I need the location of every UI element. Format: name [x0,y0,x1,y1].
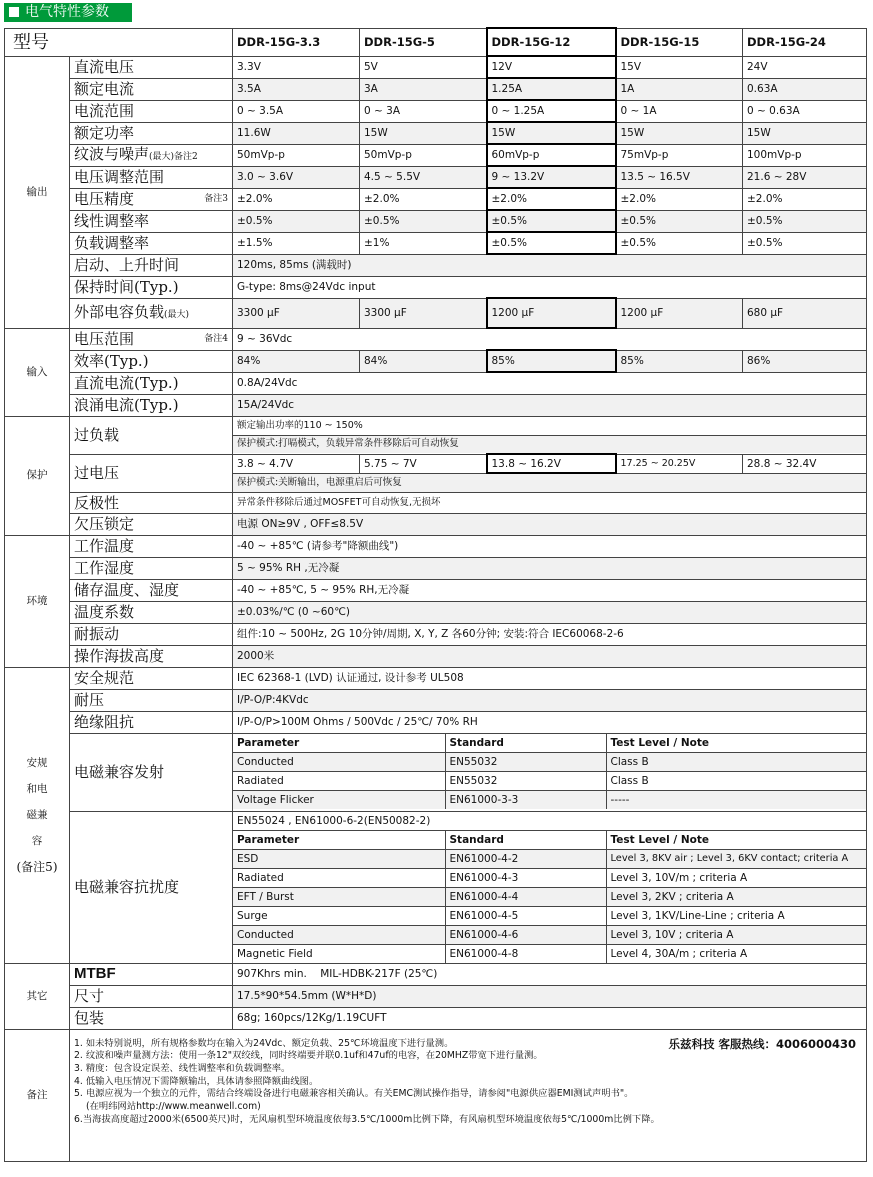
cell-value: -40 ~ +85℃ (请参考"降额曲线") [233,535,867,557]
cell-value: 75mVp-p [616,144,743,166]
model-name: DDR-15G-5 [360,28,487,56]
cap-load-label-small: (最大) [164,309,190,320]
cell-value: ±0.5% [743,210,867,232]
model-name: DDR-15G-12 [487,28,616,56]
cell-value: ±0.03%/℃ (0 ~60℃) [233,601,867,623]
voltage-tol-label: 电压精度 [74,190,135,208]
cell-value: ±0.5% [360,210,487,232]
row-label: 额定电流 [70,78,233,100]
table-cell: EN61000-4-4 [445,887,606,906]
cell-value: 0 ~ 0.63A [743,100,867,122]
spec-table [4,27,867,1162]
cell-value: 28.8 ~ 32.4V [743,454,867,473]
note-ref: 备注3 [204,194,228,204]
row-label [70,298,233,328]
col-header: Parameter [233,831,445,850]
cell-value: ±0.5% [487,232,616,254]
cell-value: 5.75 ~ 7V [360,454,487,473]
cell-value: 组件:10 ~ 500Hz, 2G 10分钟/周期, X, Y, Z 各60分钟; 安装:符合 IEC60068-2-6 [233,623,867,645]
row-label: 电流范围 [70,100,233,122]
cell-value: 84% [233,350,360,372]
table-cell: Class B [606,771,866,790]
col-header: Test Level / Note [606,831,866,850]
cell-value: 4.5 ~ 5.5V [360,166,487,188]
cell-value: IEC 62368-1 (LVD) 认证通过, 设计参考 UL508 [233,667,867,689]
cell-value: 0 ~ 1A [616,100,743,122]
table-cell: Conducted [233,752,445,771]
group-notes: 备注 [5,1029,70,1161]
table-cell: EN61000-4-8 [445,944,606,963]
cell-value: 1A [616,78,743,100]
group-safety-line: 和电 [26,782,48,795]
row-label: 温度系数 [70,601,233,623]
row-label: 浪涌电流(Typ.) [70,394,233,416]
cell-value: 保护模式:打嗝模式，负载异常条件移除后可自动恢复 [233,435,867,454]
cell-value: 120ms, 85ms (满载时) [233,254,867,276]
cell-value: 60mVp-p [487,144,616,166]
hotline-text: 乐兹科技 客服热线：4006000430 [668,1036,856,1051]
table-cell: Surge [233,906,445,925]
row-label: 工作湿度 [70,557,233,579]
row-label: 直流电流(Typ.) [70,372,233,394]
note-ref: 备注2 [174,151,198,162]
group-others: 其它 [5,963,70,1029]
row-label: 启动、上升时间 [70,254,233,276]
row-label: 安全规范 [70,667,233,689]
row-label: 电磁兼容发射 [70,733,233,811]
table-cell: EN61000-4-3 [445,868,606,887]
row-label: 反极性 [70,492,233,513]
cell-value: ±0.5% [743,232,867,254]
cell-value: 3300 μF [360,298,487,328]
cell-value: 13.5 ~ 16.5V [616,166,743,188]
table-cell: EN61000-3-3 [445,790,606,809]
cell-value: 保护模式:关断输出，电源重启后可恢复 [233,473,867,492]
row-label: 绝缘阻抗 [70,711,233,733]
model-label: 型号 [5,28,233,56]
cell-value: ±1% [360,232,487,254]
row-label: 效率(Typ.) [70,350,233,372]
note-line: 6.当海拔高度超过2000米(6500英尺)时，无风扇机型环境温度依每3.5℃/1000m比例下降，有风扇机型环境温度依每5℃/1000m比例下降。 [74,1113,660,1125]
cell-value: ±0.5% [487,210,616,232]
note-ref: (备注5) [16,859,58,874]
cell-value: 5 ~ 95% RH ,无冷凝 [233,557,867,579]
cell-value: 50mVp-p [360,144,487,166]
cell-value: 3.5A [233,78,360,100]
table-cell: Conducted [233,925,445,944]
row-label: 包装 [70,1007,233,1029]
cell-value: 17.25 ~ 20.25V [616,454,743,473]
cell-value: 3.3V [233,56,360,78]
row-label: 操作海拔高度 [70,645,233,667]
cell-value: 680 μF [743,298,867,328]
note-line: 5. 电源应视为一个独立的元件，需结合终端设备进行电磁兼容相关确认。有关EMC测试操作指导，请参阅"电源供应器EMI测试声明书"。 [74,1088,634,1100]
cell-value: 电源 ON≥9V , OFF≤8.5V [233,513,867,535]
table-cell: Level 3, 8KV air ; Level 3, 6KV contact; criteria A [606,849,866,868]
col-header: Parameter [233,734,445,753]
cell-value: 15W [360,122,487,144]
table-cell: Level 3, 10V ; criteria A [606,925,866,944]
cell-value: 84% [360,350,487,372]
table-cell: EN61000-4-6 [445,925,606,944]
table-cell: EFT / Burst [233,887,445,906]
cell-value: 5V [360,56,487,78]
emc-immunity-cell [233,811,867,963]
cell-value: 0.63A [743,78,867,100]
cell-value: ±2.0% [233,188,360,210]
table-cell: EN55032 [445,752,606,771]
table-cell: ----- [606,790,866,809]
cell-value: 1.25A [487,78,616,100]
row-label: 储存温度、湿度 [70,579,233,601]
table-cell: Voltage Flicker [233,790,445,809]
cell-value: 0 ~ 1.25A [487,100,616,122]
group-output: 输出 [5,56,70,328]
row-label: 负载调整率 [70,232,233,254]
cell-value: ±1.5% [233,232,360,254]
cell-value: ±0.5% [616,232,743,254]
table-cell: EN61000-4-5 [445,906,606,925]
cell-value: ±0.5% [233,210,360,232]
cell-value: 2000米 [233,645,867,667]
note-line: 3. 精度：包含设定误差、线性调整率和负载调整率。 [74,1062,291,1074]
cell-value: 3.0 ~ 3.6V [233,166,360,188]
emc-immunity-title: EN55024 , EN61000-6-2(EN50082-2) [233,812,866,831]
row-label: 过负载 [70,416,233,454]
section-title: 电气特性参数 [25,4,109,20]
row-label: 耐振动 [70,623,233,645]
table-cell: Level 4, 30A/m ; criteria A [606,944,866,963]
square-icon [9,7,19,17]
cell-value: ±0.5% [616,210,743,232]
cap-load-label: 外部电容负载 [74,302,165,321]
row-label: MTBF [70,963,233,985]
cell-value: 0.8A/24Vdc [233,372,867,394]
cell-value: 100mVp-p [743,144,867,166]
cell-value: 额定输出功率的110 ~ 150% [233,416,867,435]
row-label: 保持时间(Typ.) [70,276,233,298]
row-label [70,328,233,350]
row-label: 耐压 [70,689,233,711]
cell-value: 12V [487,56,616,78]
cell-value: 13.8 ~ 16.2V [487,454,616,473]
col-header: Standard [445,734,606,753]
ripple-label-small: (最大) [149,151,175,162]
group-safety-line: 磁兼 [26,808,48,821]
row-label: 额定功率 [70,122,233,144]
cell-value: G-type: 8ms@24Vdc input [233,276,867,298]
row-label: 尺寸 [70,985,233,1007]
cell-value: 3.8 ~ 4.7V [233,454,360,473]
table-cell: EN55032 [445,771,606,790]
cell-value: 68g; 160pcs/12Kg/1.19CUFT [233,1007,867,1029]
group-input: 输入 [5,328,70,416]
input-voltage-label: 电压范围 [74,330,135,348]
model-name: DDR-15G-24 [743,28,867,56]
section-header [4,3,132,22]
notes-cell [70,1029,867,1161]
table-cell: Radiated [233,771,445,790]
row-label: 电压调整范围 [70,166,233,188]
cell-value: ±2.0% [743,188,867,210]
cell-value: ±2.0% [360,188,487,210]
row-label: 欠压锁定 [70,513,233,535]
cell-value: 11.6W [233,122,360,144]
table-cell: Magnetic Field [233,944,445,963]
cell-value: 15A/24Vdc [233,394,867,416]
cell-value: 15W [616,122,743,144]
table-cell: Radiated [233,868,445,887]
cell-value: 15W [743,122,867,144]
cell-value: 1200 μF [487,298,616,328]
group-safety-line: 安规 [26,756,48,769]
emc-emission-table [233,734,866,809]
table-cell: Level 3, 10V/m ; criteria A [606,868,866,887]
group-protection: 保护 [5,416,70,535]
cell-value: I/P-O/P>100M Ohms / 500Vdc / 25℃/ 70% RH [233,711,867,733]
row-label: 过电压 [70,454,233,492]
cell-value: 86% [743,350,867,372]
cell-value: 3300 μF [233,298,360,328]
cell-value: 907Khrs min. MIL-HDBK-217F (25℃) [233,963,867,985]
row-label [70,144,233,166]
cell-value: ±2.0% [487,188,616,210]
emc-emission-cell [233,733,867,811]
cell-value: 15V [616,56,743,78]
cell-value: 9 ~ 13.2V [487,166,616,188]
col-header: Standard [445,831,606,850]
cell-value: 85% [487,350,616,372]
note-line: (在明纬网站http://www.meanwell.com) [86,1101,261,1113]
row-label: 电磁兼容抗扰度 [70,811,233,963]
col-header: Test Level / Note [606,734,866,753]
table-cell: Level 3, 1KV/Line-Line ; criteria A [606,906,866,925]
model-name: DDR-15G-3.3 [233,28,360,56]
cell-value: 3A [360,78,487,100]
note-ref: 备注4 [204,334,228,344]
ripple-label: 纹波与噪声 [74,144,150,163]
cell-value: -40 ~ +85℃, 5 ~ 95% RH,无冷凝 [233,579,867,601]
row-label [70,188,233,210]
table-cell: Class B [606,752,866,771]
cell-value: 85% [616,350,743,372]
table-cell: Level 3, 2KV ; criteria A [606,887,866,906]
group-safety [5,667,70,963]
cell-value: 50mVp-p [233,144,360,166]
note-line: 2. 纹波和噪声量测方法：使用一条12"双绞线，同时终端要并联0.1uf和47uf的电容，在20MHZ带宽下进行量测。 [74,1050,543,1062]
cell-value: 0 ~ 3A [360,100,487,122]
table-cell: ESD [233,849,445,868]
cell-value: I/P-O/P:4KVdc [233,689,867,711]
note-line: 4. 低输入电压情况下需降额输出，具体请参照降额曲线图。 [74,1075,319,1087]
cell-value: 24V [743,56,867,78]
cell-value: 1200 μF [616,298,743,328]
row-label: 直流电压 [70,56,233,78]
cell-value: 9 ~ 36Vdc [233,328,867,350]
note-line: 1. 如未特别说明，所有规格参数均在输入为24Vdc、额定负载、25℃环境温度下进行量测。 [74,1037,454,1049]
cell-value: 17.5*90*54.5mm (W*H*D) [233,985,867,1007]
cell-value: 异常条件移除后通过MOSFET可自动恢复,无损坏 [233,492,867,513]
group-safety-line: 容 [31,834,43,847]
group-environment: 环境 [5,535,70,667]
cell-value: 15W [487,122,616,144]
emc-immunity-table [233,831,866,963]
table-cell: EN61000-4-2 [445,849,606,868]
cell-value: 21.6 ~ 28V [743,166,867,188]
cell-value: 0 ~ 3.5A [233,100,360,122]
model-name: DDR-15G-15 [616,28,743,56]
cell-value: ±2.0% [616,188,743,210]
row-label: 线性调整率 [70,210,233,232]
row-label: 工作温度 [70,535,233,557]
